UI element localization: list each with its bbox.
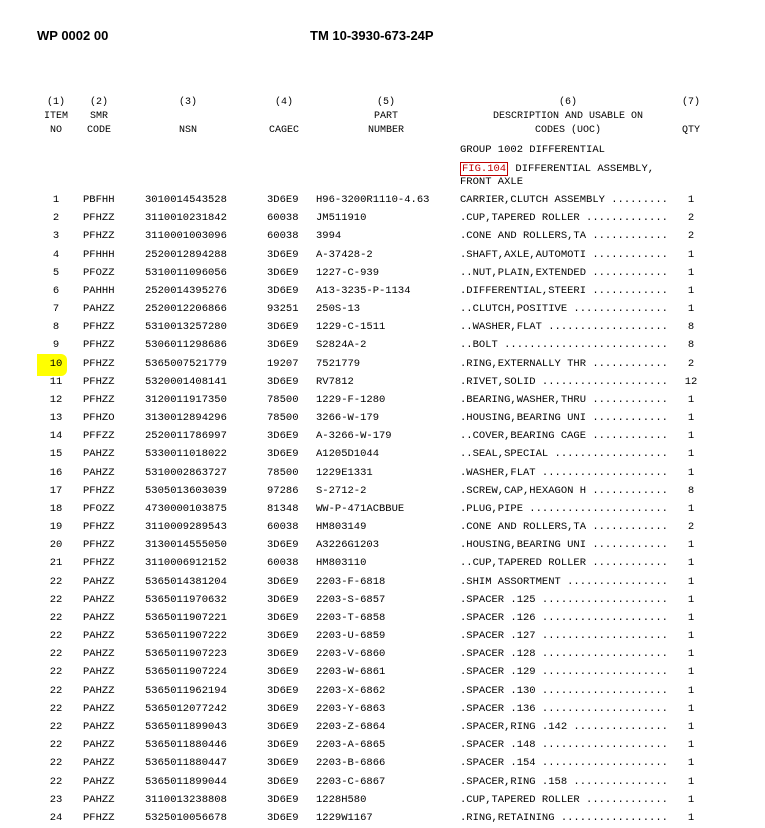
item-number-cell: 20 xyxy=(49,539,63,552)
nsn-cell: 5365011962194 xyxy=(145,684,227,697)
item-number-cell: 17 xyxy=(49,484,63,497)
table-row xyxy=(0,337,765,355)
part-number-cell: 7521779 xyxy=(316,357,361,370)
item-number-cell: 9 xyxy=(52,339,60,352)
smr-code-cell: PFHZO xyxy=(83,412,115,425)
nsn-cell: 5365011899043 xyxy=(145,720,227,733)
item-number-cell: 13 xyxy=(49,412,63,425)
item-number-cell: 4 xyxy=(52,248,60,261)
table-row xyxy=(0,701,765,719)
figure-title xyxy=(460,163,654,175)
table-row xyxy=(0,810,765,828)
description-cell: .SPACER,RING .158 ............... xyxy=(460,775,668,788)
cagec-cell: 60038 xyxy=(267,230,299,243)
part-number-cell: 2203-C-6867 xyxy=(316,775,386,788)
table-row xyxy=(0,301,765,319)
nsn-cell: 5306011298686 xyxy=(145,339,227,352)
cagec-cell: 3D6E9 xyxy=(267,539,299,552)
description-cell: .SCREW,CAP,HEXAGON H ............ xyxy=(460,484,668,497)
nsn-cell: 5365011907223 xyxy=(145,648,227,661)
nsn-cell: 2520012894288 xyxy=(145,248,227,261)
item-number-cell: 22 xyxy=(49,630,63,643)
column-header-item: (1) ITEM NO xyxy=(43,97,68,136)
nsn-cell: 3110001003096 xyxy=(145,230,227,243)
item-number-cell: 14 xyxy=(49,430,63,443)
smr-code-cell: PAHZZ xyxy=(83,684,115,697)
quantity-cell: 1 xyxy=(687,266,695,279)
cagec-cell: 3D6E9 xyxy=(267,448,299,461)
table-row xyxy=(0,283,765,301)
part-number-cell: 1229-C-1511 xyxy=(316,321,386,334)
item-number-cell: 6 xyxy=(52,284,60,297)
quantity-cell: 1 xyxy=(687,684,695,697)
cagec-cell: 3D6E9 xyxy=(267,321,299,334)
table-row xyxy=(0,319,765,337)
nsn-cell: 3130012894296 xyxy=(145,412,227,425)
smr-code-cell: PFOZZ xyxy=(83,502,115,515)
quantity-cell: 1 xyxy=(687,412,695,425)
smr-code-cell: PAHZZ xyxy=(83,611,115,624)
quantity-cell: 1 xyxy=(687,757,695,770)
smr-code-cell: PFHZZ xyxy=(83,811,115,824)
table-row xyxy=(0,755,765,773)
work-package-number: WP 0002 00 xyxy=(37,28,109,43)
description-cell: .SPACER .126 .................... xyxy=(460,611,668,624)
part-number-cell: 2203-W-6861 xyxy=(316,666,386,679)
nsn-cell: 5365011899044 xyxy=(145,775,227,788)
description-cell: .SHAFT,AXLE,AUTOMOTI ............ xyxy=(460,248,668,261)
table-row xyxy=(0,192,765,210)
cagec-cell: 78500 xyxy=(267,393,299,406)
description-cell: .CUP,TAPERED ROLLER ............. xyxy=(460,793,668,806)
quantity-cell: 1 xyxy=(687,466,695,479)
figure-title-line2: FRONT AXLE xyxy=(460,176,524,188)
item-number-cell: 5 xyxy=(52,266,60,279)
smr-code-cell: PBFHH xyxy=(83,194,115,206)
item-number-cell: 16 xyxy=(49,466,63,479)
table-row xyxy=(0,628,765,646)
part-number-cell: 2203-X-6862 xyxy=(316,684,386,697)
nsn-cell: 5365007521779 xyxy=(145,357,227,370)
smr-code-cell: PAHZZ xyxy=(83,757,115,770)
quantity-cell: 1 xyxy=(687,793,695,806)
table-row xyxy=(0,428,765,446)
table-row xyxy=(0,664,765,682)
part-number-cell: A-37428-2 xyxy=(316,248,373,261)
table-row xyxy=(0,555,765,573)
cagec-cell: 3D6E9 xyxy=(267,666,299,679)
quantity-cell: 2 xyxy=(687,357,695,370)
table-row xyxy=(0,519,765,537)
smr-code-cell: PFHZZ xyxy=(83,484,115,497)
part-number-cell: 3994 xyxy=(316,230,342,243)
quantity-cell: 1 xyxy=(687,303,695,316)
nsn-cell: 3130014555050 xyxy=(145,539,227,552)
smr-code-cell: PAHZZ xyxy=(83,775,115,788)
smr-code-cell: PFHZZ xyxy=(83,375,115,388)
quantity-cell: 1 xyxy=(687,593,695,606)
quantity-cell: 1 xyxy=(687,448,695,461)
item-number-cell: 11 xyxy=(49,375,63,388)
column-header-description: (6) DESCRIPTION AND USABLE ON CODES (UOC) xyxy=(492,97,644,136)
cagec-cell: 93251 xyxy=(267,303,299,316)
description-cell: .HOUSING,BEARING UNI ............ xyxy=(460,539,668,552)
part-number-cell: S-2712-2 xyxy=(316,484,367,497)
table-row xyxy=(0,465,765,483)
nsn-cell: 5365011907221 xyxy=(145,611,227,624)
table-row xyxy=(0,501,765,519)
table-row xyxy=(0,210,765,228)
table-row xyxy=(0,392,765,410)
item-number-cell: 8 xyxy=(52,321,60,334)
table-row xyxy=(0,592,765,610)
item-number-cell: 22 xyxy=(49,702,63,715)
column-header-cagec: (4) CAGEC xyxy=(268,97,299,136)
cagec-cell: 78500 xyxy=(267,412,299,425)
nsn-cell: 5310011096056 xyxy=(145,266,227,279)
nsn-cell: 4730000103875 xyxy=(145,502,227,515)
part-number-cell: 2203-A-6865 xyxy=(316,739,386,752)
nsn-cell: 5305013603039 xyxy=(145,484,227,497)
quantity-cell: 1 xyxy=(687,811,695,824)
part-number-cell: 2203-Z-6864 xyxy=(316,720,386,733)
smr-code-cell: PFHZZ xyxy=(83,321,115,334)
nsn-cell: 3110010231842 xyxy=(145,212,227,225)
smr-code-cell: PAHZZ xyxy=(83,466,115,479)
item-number-cell: 3 xyxy=(52,230,60,243)
smr-code-cell: PFHHH xyxy=(83,248,115,261)
part-number-cell: H96-3200R1110-4.63 xyxy=(316,194,430,206)
smr-code-cell: PFOZZ xyxy=(83,266,115,279)
description-cell: .SPACER .130 .................... xyxy=(460,684,668,697)
nsn-cell: 3110013238808 xyxy=(145,793,227,806)
quantity-cell: 2 xyxy=(687,521,695,534)
quantity-cell: 1 xyxy=(687,720,695,733)
table-row xyxy=(0,646,765,664)
description-cell: .SPACER .136 .................... xyxy=(460,702,668,715)
nsn-cell: 5310013257280 xyxy=(145,321,227,334)
part-number-cell: 1227-C-939 xyxy=(316,266,380,279)
item-number-cell: 23 xyxy=(49,793,63,806)
item-number-cell: 19 xyxy=(49,521,63,534)
smr-code-cell: PFHZZ xyxy=(83,393,115,406)
table-row xyxy=(0,574,765,592)
item-number-cell: 7 xyxy=(52,303,60,316)
part-number-cell: A13-3235-P-1134 xyxy=(316,284,411,297)
item-number-cell: 22 xyxy=(49,775,63,788)
description-cell: .SPACER .129 .................... xyxy=(460,666,668,679)
figure-link[interactable]: FIG.104 xyxy=(462,163,507,175)
nsn-cell: 5365011880446 xyxy=(145,739,227,752)
part-number-cell: A-3266-W-179 xyxy=(316,430,392,443)
quantity-cell: 1 xyxy=(687,502,695,515)
table-row xyxy=(0,792,765,810)
smr-code-cell: PAHZZ xyxy=(83,666,115,679)
part-number-cell: 2203-B-6866 xyxy=(316,757,386,770)
nsn-cell: 5320001408141 xyxy=(145,375,227,388)
item-number-cell: 12 xyxy=(49,393,63,406)
cagec-cell: 60038 xyxy=(267,557,299,570)
column-header-part-number: (5) PART NUMBER xyxy=(367,97,404,136)
description-cell: ..WASHER,FLAT ................... xyxy=(460,321,668,334)
cagec-cell: 3D6E9 xyxy=(267,593,299,606)
nsn-cell: 5365012077242 xyxy=(145,702,227,715)
quantity-cell: 1 xyxy=(687,630,695,643)
description-cell: ..CLUTCH,POSITIVE ............... xyxy=(460,303,668,316)
cagec-cell: 3D6E9 xyxy=(267,720,299,733)
cagec-cell: 3D6E9 xyxy=(267,702,299,715)
table-row xyxy=(0,719,765,737)
item-number-cell: 22 xyxy=(49,575,63,588)
item-number-cell: 22 xyxy=(49,611,63,624)
quantity-cell: 2 xyxy=(687,230,695,243)
smr-code-cell: PAHZZ xyxy=(83,720,115,733)
quantity-cell: 8 xyxy=(687,339,695,352)
table-row xyxy=(0,228,765,246)
description-cell: CARRIER,CLUTCH ASSEMBLY ......... xyxy=(460,194,668,206)
quantity-cell: 1 xyxy=(687,557,695,570)
smr-code-cell: PFHZZ xyxy=(83,557,115,570)
part-number-cell: 1229E1331 xyxy=(316,466,373,479)
quantity-cell: 8 xyxy=(687,484,695,497)
description-cell: ..BOLT .......................... xyxy=(460,339,668,352)
smr-code-cell: PAHZZ xyxy=(83,739,115,752)
quantity-cell: 1 xyxy=(687,648,695,661)
quantity-cell: 1 xyxy=(687,611,695,624)
description-cell: .WASHER,FLAT .................... xyxy=(460,466,668,479)
quantity-cell: 1 xyxy=(687,539,695,552)
nsn-cell: 2520012206866 xyxy=(145,303,227,316)
part-number-cell: 2203-F-6818 xyxy=(316,575,386,588)
description-cell: ..NUT,PLAIN,EXTENDED ............ xyxy=(460,266,668,279)
nsn-cell: 5330011018022 xyxy=(145,448,227,461)
part-number-cell: 1229-F-1280 xyxy=(316,393,386,406)
cagec-cell: 3D6E9 xyxy=(267,266,299,279)
description-cell: .HOUSING,BEARING UNI ............ xyxy=(460,412,668,425)
item-number-cell: 1 xyxy=(52,194,60,206)
cagec-cell: 3D6E9 xyxy=(267,575,299,588)
nsn-cell: 5365014381204 xyxy=(145,575,227,588)
smr-code-cell: PFFZZ xyxy=(83,430,115,443)
quantity-cell: 1 xyxy=(687,284,695,297)
cagec-cell: 3D6E9 xyxy=(267,739,299,752)
quantity-cell: 1 xyxy=(687,702,695,715)
smr-code-cell: PAHZZ xyxy=(83,448,115,461)
column-header-nsn: (3) NSN xyxy=(178,97,197,136)
nsn-cell: 5325010056678 xyxy=(145,811,227,824)
table-row xyxy=(0,265,765,283)
nsn-cell: 3010014543528 xyxy=(145,194,227,206)
part-number-cell: 2203-V-6860 xyxy=(316,648,386,661)
nsn-cell: 2520014395276 xyxy=(145,284,227,297)
description-cell: ..CUP,TAPERED ROLLER ............ xyxy=(460,557,668,570)
cagec-cell: 3D6E9 xyxy=(267,339,299,352)
part-number-cell: 3266-W-179 xyxy=(316,412,380,425)
description-cell: .DIFFERENTIAL,STEERI ............ xyxy=(460,284,668,297)
quantity-cell: 1 xyxy=(687,393,695,406)
cagec-cell: 3D6E9 xyxy=(267,811,299,824)
part-number-cell: JM511910 xyxy=(316,212,367,225)
table-row xyxy=(0,410,765,428)
part-number-cell: S2824A-2 xyxy=(316,339,367,352)
description-cell: .BEARING,WASHER,THRU ............ xyxy=(460,393,668,406)
smr-code-cell: PFHZZ xyxy=(83,357,115,370)
part-number-cell: WW-P-471ACBBUE xyxy=(316,502,405,515)
part-number-cell: 1229W1167 xyxy=(316,811,373,824)
table-row xyxy=(0,356,765,374)
item-number-cell: 22 xyxy=(49,739,63,752)
description-cell: .RIVET,SOLID .................... xyxy=(460,375,668,388)
description-cell: .RING,EXTERNALLY THR ............ xyxy=(460,357,668,370)
cagec-cell: 3D6E9 xyxy=(267,630,299,643)
nsn-cell: 3110009289543 xyxy=(145,521,227,534)
smr-code-cell: PAHZZ xyxy=(83,702,115,715)
part-number-cell: 2203-Y-6863 xyxy=(316,702,386,715)
item-number-cell: 22 xyxy=(49,666,63,679)
description-cell: .CUP,TAPERED ROLLER ............. xyxy=(460,212,668,225)
item-number-cell: 15 xyxy=(49,448,63,461)
cagec-cell: 97286 xyxy=(267,484,299,497)
table-row xyxy=(0,774,765,792)
quantity-cell: 1 xyxy=(687,666,695,679)
nsn-cell: 5310002863727 xyxy=(145,466,227,479)
description-cell: .SPACER .127 .................... xyxy=(460,630,668,643)
description-cell: .CONE AND ROLLERS,TA ............ xyxy=(460,521,668,534)
part-number-cell: 2203-T-6858 xyxy=(316,611,386,624)
cagec-cell: 3D6E9 xyxy=(267,375,299,388)
smr-code-cell: PFHZZ xyxy=(83,230,115,243)
item-number-cell: 21 xyxy=(49,557,63,570)
table-row xyxy=(0,610,765,628)
item-number-cell: 10 xyxy=(49,357,63,370)
part-number-cell: HM803149 xyxy=(316,521,367,534)
smr-code-cell: PAHZZ xyxy=(83,593,115,606)
nsn-cell: 5365011907222 xyxy=(145,630,227,643)
description-cell: ..COVER,BEARING CAGE ............ xyxy=(460,430,668,443)
item-number-cell: 18 xyxy=(49,502,63,515)
smr-code-cell: PAHZZ xyxy=(83,648,115,661)
smr-code-cell: PAHZZ xyxy=(83,793,115,806)
quantity-cell: 2 xyxy=(687,212,695,225)
item-number-cell: 22 xyxy=(49,720,63,733)
quantity-cell: 1 xyxy=(687,739,695,752)
smr-code-cell: PAHZZ xyxy=(83,575,115,588)
cagec-cell: 3D6E9 xyxy=(267,757,299,770)
cagec-cell: 60038 xyxy=(267,521,299,534)
part-number-cell: 2203-S-6857 xyxy=(316,593,386,606)
description-cell: .CONE AND ROLLERS,TA ............ xyxy=(460,230,668,243)
cagec-cell: 3D6E9 xyxy=(267,430,299,443)
part-number-cell: 2203-U-6859 xyxy=(316,630,386,643)
nsn-cell: 2520011786997 xyxy=(145,430,227,443)
part-number-cell: 1228H580 xyxy=(316,793,367,806)
cagec-cell: 60038 xyxy=(267,212,299,225)
smr-code-cell: PFHZZ xyxy=(83,339,115,352)
table-row xyxy=(0,446,765,464)
cagec-cell: 3D6E9 xyxy=(267,248,299,261)
quantity-cell: 8 xyxy=(687,321,695,334)
table-row xyxy=(0,247,765,265)
smr-code-cell: PFHZZ xyxy=(83,521,115,534)
description-cell: .RING,RETAINING ................. xyxy=(460,811,668,824)
cagec-cell: 3D6E9 xyxy=(267,775,299,788)
cagec-cell: 3D6E9 xyxy=(267,684,299,697)
nsn-cell: 3120011917350 xyxy=(145,393,227,406)
item-number-cell: 22 xyxy=(49,593,63,606)
table-row xyxy=(0,737,765,755)
table-row xyxy=(0,374,765,392)
quantity-cell: 1 xyxy=(687,248,695,261)
cagec-cell: 3D6E9 xyxy=(267,793,299,806)
nsn-cell: 3110006912152 xyxy=(145,557,227,570)
table-row xyxy=(0,537,765,555)
item-number-cell: 22 xyxy=(49,757,63,770)
description-cell: .SHIM ASSORTMENT ................ xyxy=(460,575,668,588)
smr-code-cell: PFHZZ xyxy=(83,212,115,225)
figure-title-text: DIFFERENTIAL ASSEMBLY, xyxy=(515,163,655,175)
cagec-cell: 19207 xyxy=(267,357,299,370)
part-number-cell: HM803110 xyxy=(316,557,367,570)
cagec-cell: 78500 xyxy=(267,466,299,479)
item-number-cell: 22 xyxy=(49,648,63,661)
cagec-cell: 3D6E9 xyxy=(267,611,299,624)
description-cell: .SPACER .154 .................... xyxy=(460,757,668,770)
cagec-cell: 81348 xyxy=(267,502,299,515)
cagec-cell: 3D6E9 xyxy=(267,284,299,297)
description-cell: .SPACER .125 .................... xyxy=(460,593,668,606)
cagec-cell: 3D6E9 xyxy=(267,194,299,206)
part-number-cell: A1205D1044 xyxy=(316,448,380,461)
quantity-cell: 1 xyxy=(687,775,695,788)
table-row xyxy=(0,483,765,501)
nsn-cell: 5365011907224 xyxy=(145,666,227,679)
description-cell: .SPACER,RING .142 ............... xyxy=(460,720,668,733)
item-number-cell: 24 xyxy=(49,811,63,824)
group-title: GROUP 1002 DIFFERENTIAL xyxy=(460,144,605,156)
cagec-cell: 3D6E9 xyxy=(267,648,299,661)
description-cell: .SPACER .148 .................... xyxy=(460,739,668,752)
column-header-qty: (7) QTY xyxy=(681,97,700,136)
table-row xyxy=(0,683,765,701)
item-number-cell: 2 xyxy=(52,212,60,225)
description-cell: ..SEAL,SPECIAL .................. xyxy=(460,448,668,461)
nsn-cell: 5365011880447 xyxy=(145,757,227,770)
smr-code-cell: PAHHH xyxy=(83,284,115,297)
smr-code-cell: PAHZZ xyxy=(83,630,115,643)
smr-code-cell: PFHZZ xyxy=(83,539,115,552)
quantity-cell: 1 xyxy=(687,194,695,206)
item-number-cell: 22 xyxy=(49,684,63,697)
quantity-cell: 12 xyxy=(684,375,698,388)
part-number-cell: RV7812 xyxy=(316,375,354,388)
description-cell: .PLUG,PIPE ...................... xyxy=(460,502,668,515)
column-header-smr: (2) SMR CODE xyxy=(86,97,111,136)
description-cell: .SPACER .128 .................... xyxy=(460,648,668,661)
part-number-cell: A3226G1203 xyxy=(316,539,380,552)
smr-code-cell: PAHZZ xyxy=(83,303,115,316)
part-number-cell: 250S-13 xyxy=(316,303,361,316)
technical-manual-number: TM 10-3930-673-24P xyxy=(310,28,434,43)
quantity-cell: 1 xyxy=(687,430,695,443)
quantity-cell: 1 xyxy=(687,575,695,588)
parts-list xyxy=(0,192,765,828)
nsn-cell: 5365011970632 xyxy=(145,593,227,606)
